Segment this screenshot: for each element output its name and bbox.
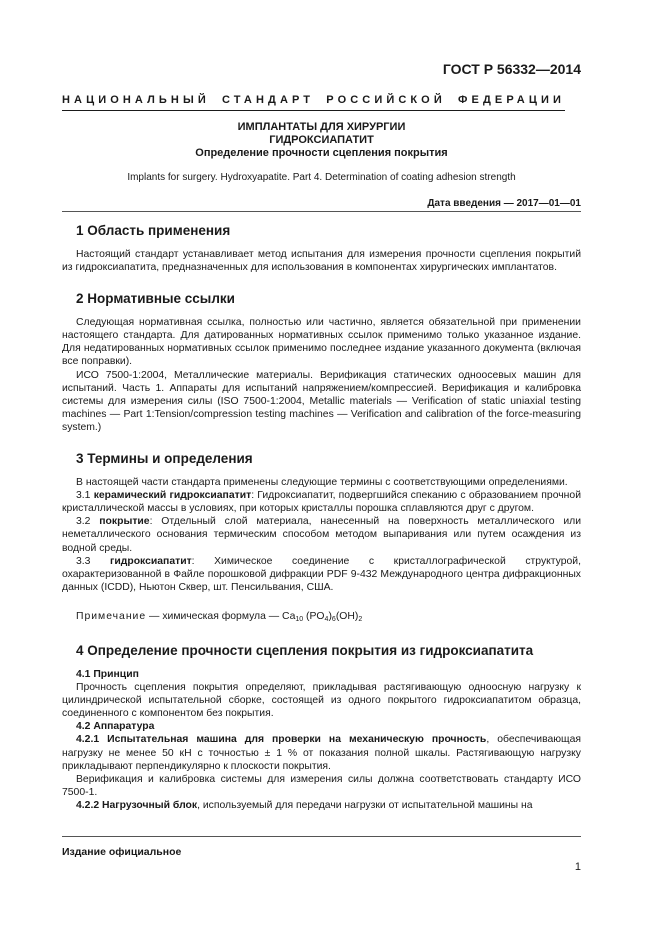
section-heading: 3 Термины и определения [76, 451, 253, 467]
banner-word: СТАНДАРТ [222, 94, 315, 106]
paragraph [62, 733, 581, 772]
page-number: 1 [574, 861, 581, 873]
paragraph: Прочность сцепления покрытия определяют, прикладывая растягивающую одноосную нагрузку к цилиндрической испытательной сборке, состоящей из одного покрытого гидроксиапатитом образца, соединенного с компонентом без покрытия. [62, 682, 581, 720]
official-edition-label: Издание официальное [62, 836, 581, 858]
formula-subscript: 4 [324, 615, 329, 623]
formula-part: (PO [303, 610, 325, 622]
paragraph: Настоящий стандарт устанавливает метод испытания для измерения прочности сцепления покрытий из гидроксиапатита, предназначенных для использования в компонентах хирургических имплантатов. [62, 249, 581, 274]
term-number: 3.1 [76, 490, 91, 502]
formula-subscript: 2 [358, 615, 363, 623]
formula-subscript: 6 [331, 615, 336, 623]
formula-subscript: 10 [295, 615, 304, 623]
section-heading: 2 Нормативные ссылки [76, 291, 235, 307]
term-number: 3.3 [76, 555, 91, 567]
title-line: Определение прочности сцепления покрытия [195, 147, 448, 160]
document-number: ГОСТ Р 56332—2014 [442, 61, 581, 77]
note-text: — химическая формула — Ca [146, 610, 296, 622]
subsection-heading: 4.2 Аппаратура [76, 721, 155, 733]
paragraph: Верификация и калибровка системы для измерения силы должна соответствовать стандарту ИСО 7500-1. [62, 773, 581, 798]
clause-title: 4.2.1 Испытательная машина для проверки на механическую прочность [76, 734, 487, 746]
banner-word: РОССИЙСКОЙ [326, 94, 446, 106]
term-name: керамический гидроксиапатит [93, 490, 252, 502]
section-heading: 4 Определение прочности сцепления покрытия из гидроксиапатита [76, 642, 534, 658]
formula-part: (OH) [335, 610, 359, 622]
paragraph [62, 799, 581, 812]
note-label: Примечание [76, 610, 147, 622]
clause-text: , обеспечивающая нагрузку не менее 50 кН с точностью ± 1 % от показания полной шкалы. Растягивающую нагрузку прикладывают перпендикулярно к плоскости покрытия. [62, 734, 582, 772]
term-definition [62, 555, 581, 594]
term-name: гидроксиапатит [110, 555, 192, 567]
clause-title: 4.2.2 Нагрузочный блок [76, 799, 198, 811]
paragraph: ИСО 7500-1:2004, Металлические материалы. Верификация статических одноосевых машин для испытаний. Часть 1. Аппараты для испытаний напряжением/компрессией. Верификация и калибровка системы для измерения силы (ISO 7500-1:2004, Metallic materials — Verification of static uniaxial testing machines — Part 1:Tension/compression testing machines — Verification and calibration of the force-measuring system.) [62, 369, 581, 433]
clause-text: , используемый для передачи нагрузки от испытательной машины на [197, 799, 533, 811]
term-definition [62, 515, 581, 554]
paragraph: Следующая нормативная ссылка, полностью или частично, является обязательной при применении настоящего стандарта. Для датированных нормативных ссылок применимо только указанное издание. Для недатированных нормативных ссылок применимо последнее издание указанного документа (включая все поправки). [62, 317, 581, 368]
introduction-date: Дата введения — 2017—01—01 [62, 198, 581, 212]
document-title [62, 121, 581, 161]
banner-word: НАЦИОНАЛЬНЫЙ [62, 94, 210, 106]
term-text: : Химическое соединение с кристаллографической структурой, охарактеризованной в Файле порошковой дифракции PDF 9-432 Международного центра дифракционных данных (ICDD), Ньютон Сквер, шт. Пенсильвания, США. [62, 555, 582, 593]
title-line: ИМПЛАНТАТЫ ДЛЯ ХИРУРГИИ [237, 121, 406, 133]
term-text: : Гидроксиапатит, подвергшийся спеканию с образованием прочной кристаллической массы в условиях, при которых кристаллы порошка сплавляются друг с другом. [62, 490, 581, 515]
note [62, 610, 581, 626]
term-text: : Отдельный слой материала, нанесенный на поверхность металлического или неметаллического основания термическим способом методом выпаривания или путем осаждения из водной среды. [62, 516, 582, 554]
term-name: покрытие [99, 516, 150, 528]
banner-word: ФЕДЕРАЦИИ [458, 94, 565, 106]
standard-banner [62, 94, 565, 111]
title-line: ГИДРОКСИАПАТИТ [269, 134, 374, 147]
term-number: 3.2 [76, 516, 91, 528]
term-definition [62, 489, 581, 515]
subsection-heading: 4.1 Принцип [76, 668, 139, 680]
paragraph: В настоящей части стандарта применены следующие термины с соответствующими определениями. [76, 477, 568, 489]
english-title: Implants for surgery. Hydroxyapatite. Part 4. Determination of coating adhesion strength [127, 172, 516, 183]
formula-part: ) [328, 610, 332, 622]
document-body [62, 223, 581, 812]
section-heading: 1 Область применения [76, 223, 231, 238]
